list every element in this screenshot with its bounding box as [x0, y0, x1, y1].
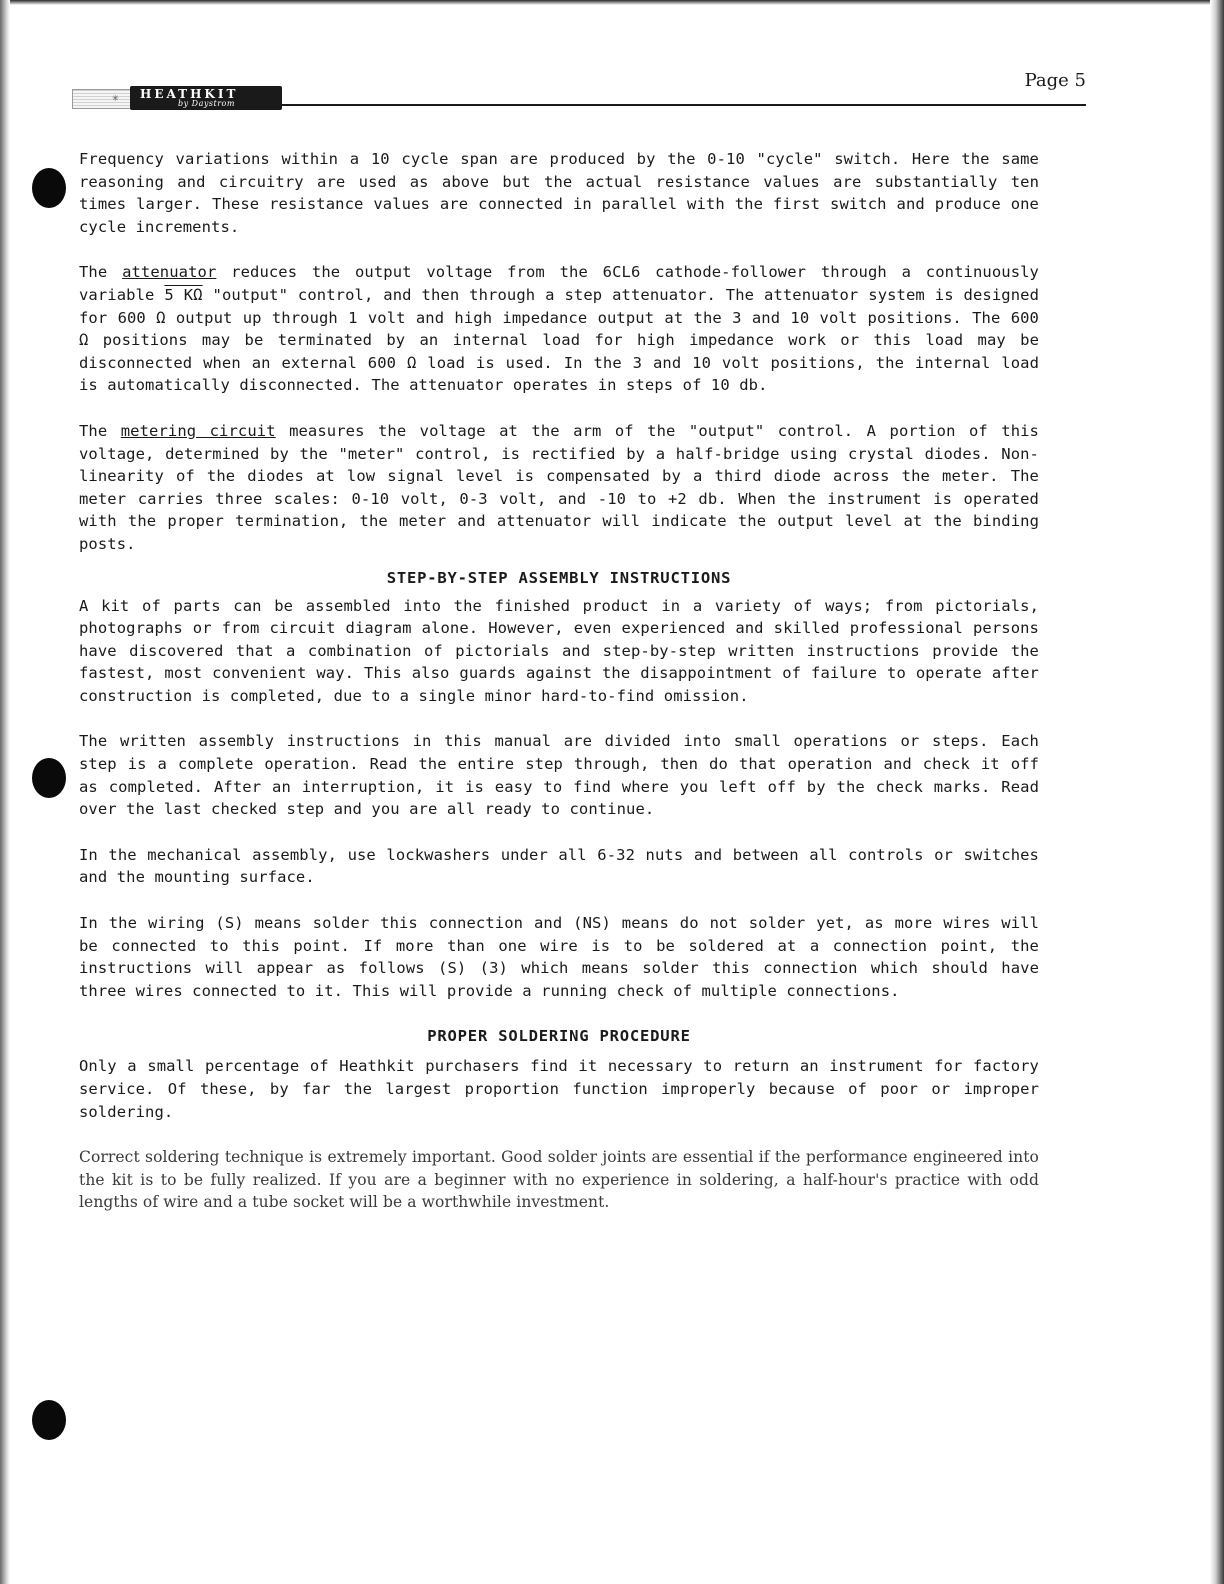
page-header — [72, 70, 1086, 110]
page-body — [79, 148, 1039, 1237]
term-metering-circuit: metering circuit — [120, 421, 276, 440]
heading-soldering-procedure: PROPER SOLDERING PROCEDURE — [427, 1027, 691, 1046]
logo-nameplate — [130, 86, 282, 110]
logo-brand-text: HEATHKIT — [140, 87, 239, 101]
term-attenuator: attenuator — [122, 263, 217, 282]
paragraph-attenuator — [79, 261, 1039, 397]
paragraph-wiring: In the wiring (S) means solder this connection and (NS) means do not solder yet, as more wires will be connected to this point. If more than one wire is to be soldered at a connection point, the instructions will appear as follows (S) (3) which means solder this connection which should have three wires connected to it. This will provide a running check of multiple connections. — [79, 914, 1039, 1000]
value-5k-ohm: 5 KΩ — [164, 285, 203, 304]
heading-assembly-instructions: STEP-BY-STEP ASSEMBLY INSTRUCTIONS — [386, 568, 732, 587]
paragraph-kit-assembly: A kit of parts can be assembled into the finished product in a variety of ways; from pictorials, photographs or from circuit diagram alone. However, even experienced and skilled professional persons have discovered that a combination of pictorials and step-by-step written instructions provide the fastest, most convenient way. This also guards against the disappointment of failure to operate after construction is completed, due to a single minor hard-to-find omission. — [79, 596, 1039, 705]
text-run: "output" control, and then through a step attenuator. The attenuator system is designed for 600 Ω output up through 1 volt and high impedance output at the 3 and 10 volt positions. The 600 Ω positions may be terminated by an internal load for high impedance work or this load may be disconnected when an external 600 Ω load is used. In the 3 and 10 volt positions, the internal load is automatically disconnected. The attenuator operates in steps of 10 db. — [79, 285, 1040, 395]
text-run: The — [79, 421, 121, 440]
binder-hole-bottom — [32, 1400, 66, 1440]
text-run: The — [79, 263, 123, 282]
heathkit-logo — [72, 86, 286, 112]
page-right-edge — [1210, 0, 1224, 1584]
paragraph-soldering-technique: Correct soldering technique is extremely important. Good solder joints are essential if the performance engineered into the kit is to be fully realized. If you are a beginner with no experience in soldering, a half-hour's practice with odd lengths of wire and a tube socket will be a worthwhile investment. — [79, 1148, 1039, 1212]
header-rule — [282, 104, 1086, 106]
page-number: Page 5 — [1024, 70, 1086, 91]
text-run: measures the voltage at the arm of the "output" control. A portion of this voltage, determined by the "meter" control, is rectified by a half-bridge using crystal diodes. Non-linearity of the diodes at low signal level is compensated by a third diode across the meter. The meter carries three scales: 0-10 volt, 0-3 volt, and -10 to +2 db. When the instrument is operated with the proper termination, the meter and attenuator will indicate the output level at the binding posts. — [79, 421, 1039, 553]
text-run: reduces the output voltage from the 6CL6 cathode-follower through a continuously variable — [79, 263, 1039, 304]
paragraph-mechanical-assembly: In the mechanical assembly, use lockwashers under all 6-32 nuts and between all controls or switches and the mounting surface. — [79, 845, 1039, 887]
logo-sub-text: by Daystrom — [178, 99, 235, 108]
paragraph-written-instructions: The written assembly instructions in this manual are divided into small operations or steps. Each step is a complete operation. Read the entire step through, then do that operation and check it off as completed. After an interruption, it is easy to find where you left off by the check marks. Read over the last checked step and you are all ready to continue. — [79, 732, 1039, 819]
paragraph-soldering-returns: Only a small percentage of Heathkit purchasers find it necessary to return an instrument for factory service. Of these, by far the largest proportion function improperly because of poor or improper soldering. — [79, 1057, 1039, 1121]
paragraph-metering-circuit — [79, 420, 1039, 556]
page-left-edge — [0, 0, 10, 1584]
logo-emblem-icon: ✳ — [112, 91, 119, 104]
paragraph-frequency-variations: Frequency variations within a 10 cycle span are produced by the 0-10 "cycle" switch. Here the same reasoning and circuitry are used as above but the actual resistance values are substantially ten times larger. These resistance values are connected in parallel with the first switch and produce one cycle increments. — [79, 150, 1039, 236]
binder-hole-middle — [32, 758, 66, 798]
binder-hole-top — [32, 168, 66, 208]
page-top-edge — [0, 0, 1224, 5]
